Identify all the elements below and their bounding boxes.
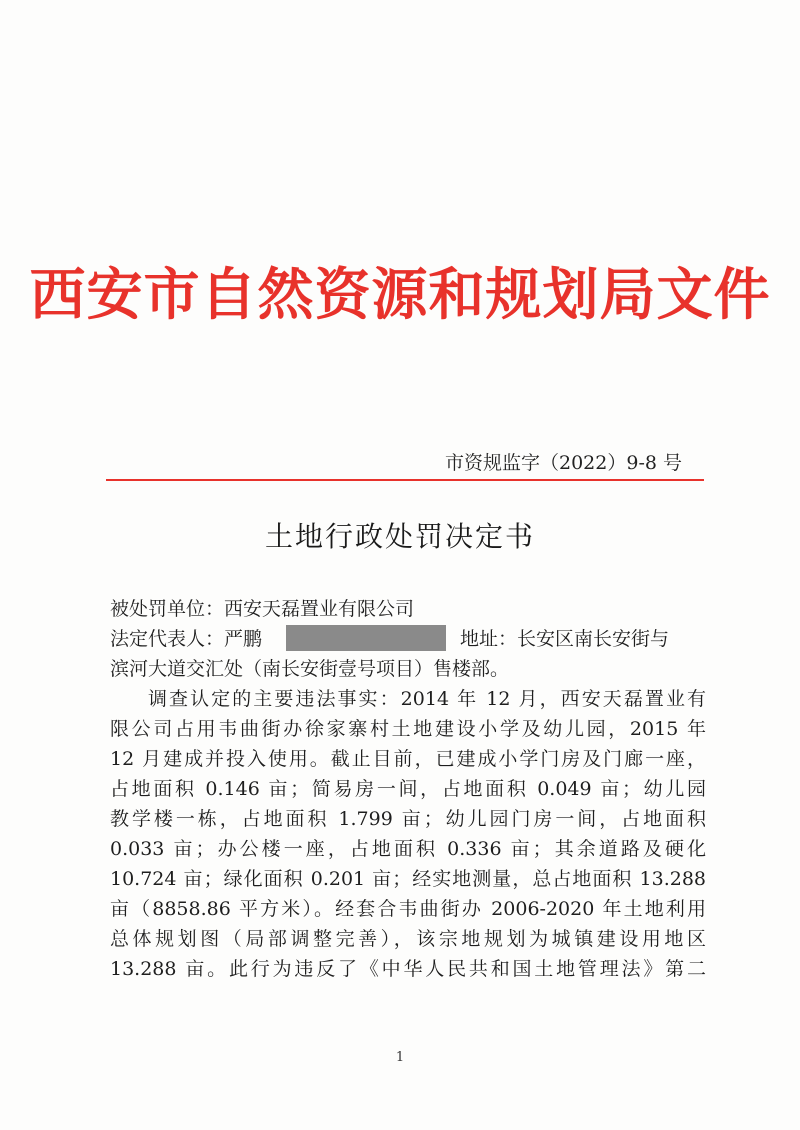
document-body <box>110 594 706 984</box>
address-value-part1: 长安区南长安街与 <box>517 628 670 650</box>
facts-line: 占地面积 0.146 亩；简易房一间，占地面积 0.049 亩；幼儿园 <box>110 778 706 800</box>
facts-line: 12 月建成并投入使用。截止目前，已建成小学门房及门廊一座， <box>110 748 706 770</box>
header-divider <box>106 479 704 481</box>
document-header-title: 西安市自然资源和规划局文件 <box>29 262 771 328</box>
address-label: 地址： <box>460 628 518 650</box>
address-continuation-line <box>110 654 706 684</box>
penalized-unit-line <box>110 594 706 624</box>
legal-representative-label: 法定代表人： <box>110 628 225 650</box>
decision-title: 土地行政处罚决定书 <box>264 520 535 553</box>
facts-line: 教学楼一栋，占地面积 1.799 亩；幼儿园门房一间，占地面积 <box>110 808 706 830</box>
facts-line: 13.288 亩。此行为违反了《中华人民共和国土地管理法》第二 <box>110 958 706 980</box>
document-number: 市资规监字（2022）9-8 号 <box>445 452 682 474</box>
legal-representative-value: 严鹏 <box>224 628 263 650</box>
facts-line: 限公司占用韦曲街办徐家寨村土地建设小学及幼儿园，2015 年 <box>110 718 706 740</box>
page-number: 1 <box>395 1050 405 1065</box>
facts-line: 调查认定的主要违法事实：2014 年 12 月，西安天磊置业有 <box>148 688 706 710</box>
facts-line: 10.724 亩；绿化面积 0.201 亩；经实地测量，总占地面积 13.288 <box>110 868 706 890</box>
penalized-unit-label: 被处罚单位： <box>110 598 225 620</box>
facts-line: 0.033 亩；办公楼一座，占地面积 0.336 亩；其余道路及硬化 <box>110 838 706 860</box>
facts-line: 亩（8858.86 平方米）。经套合韦曲街办 2006-2020 年土地利用 <box>110 898 706 920</box>
facts-line: 总体规划图（局部调整完善），该宗地规划为城镇建设用地区 <box>110 928 706 950</box>
penalized-unit-value: 西安天磊置业有限公司 <box>224 598 415 620</box>
legal-representative-line <box>110 624 706 654</box>
address-value-part2: 滨河大道交汇处（南长安街壹号项目）售楼部。 <box>110 658 510 680</box>
redaction-block <box>286 625 446 651</box>
